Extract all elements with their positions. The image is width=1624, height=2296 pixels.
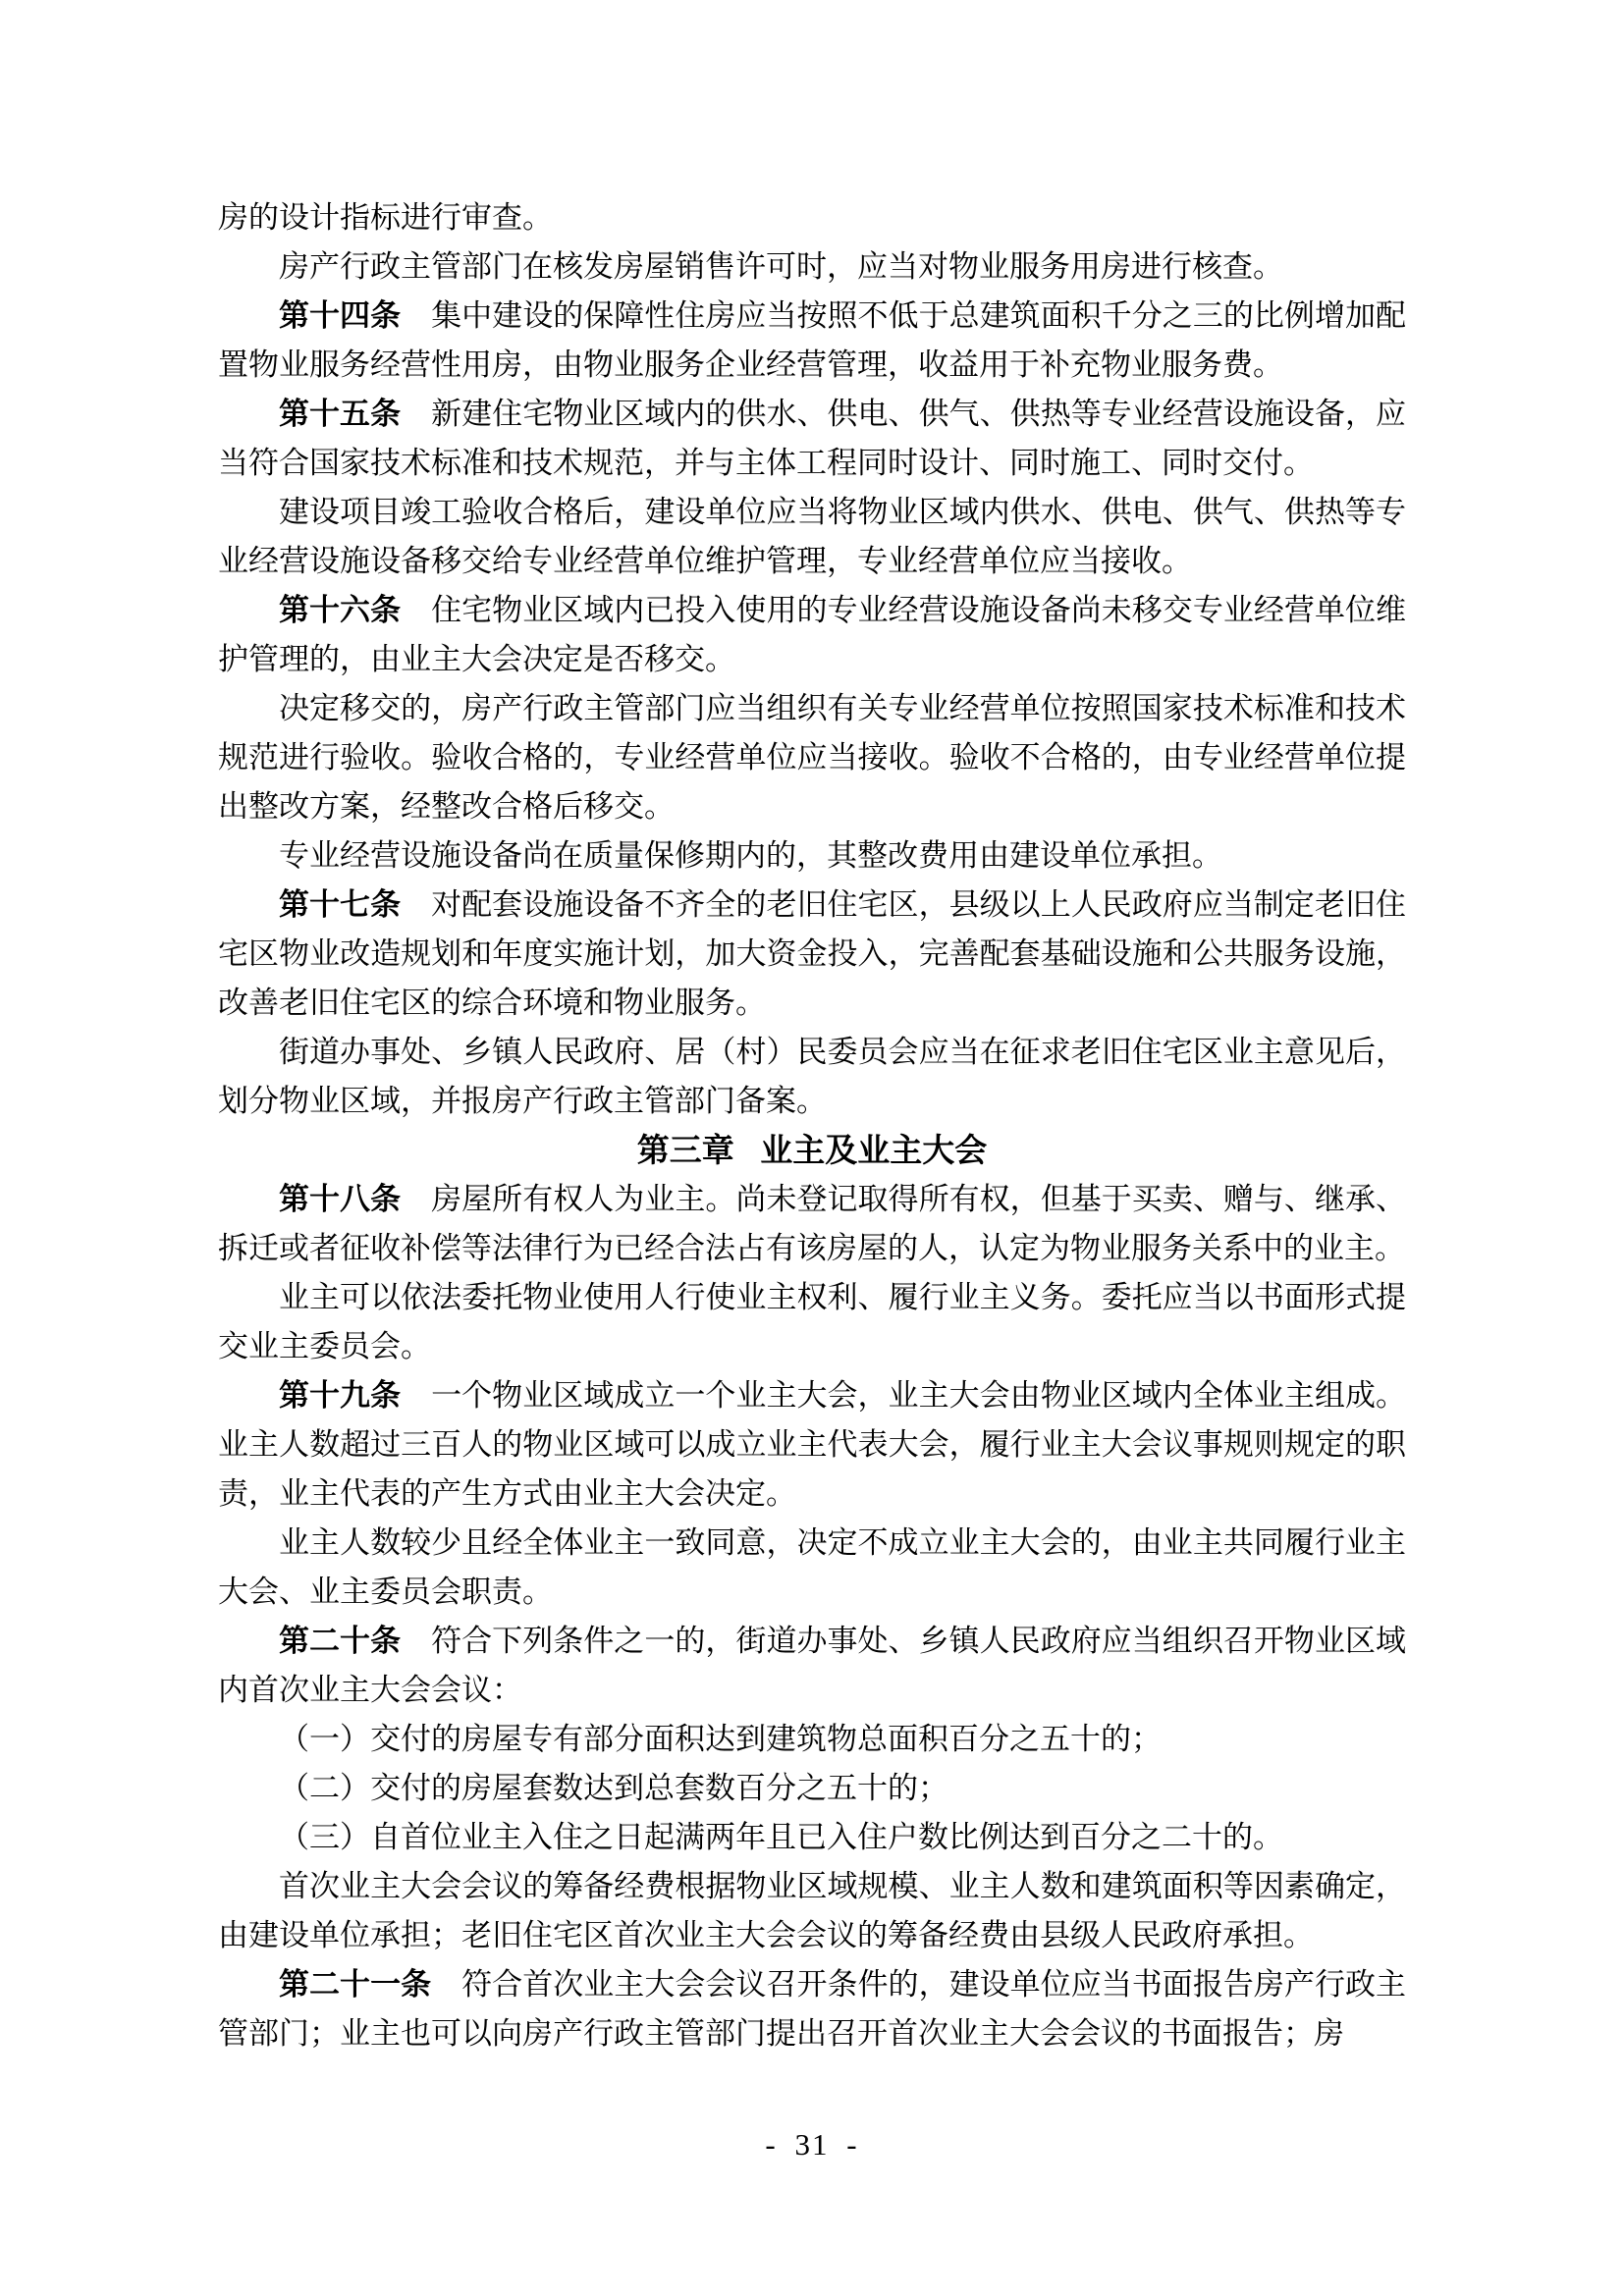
article-paragraph: 第二十条 符合下列条件之一的，街道办事处、乡镇人民政府应当组织召开物业区域内首次业主大会会议： [218, 1624, 1407, 1707]
chapter-number: 第三章 [636, 1132, 734, 1168]
paragraph: （三）自首位业主入住之日起满两年且已入住户数比例达到百分之二十的。 [279, 1820, 1283, 1854]
article-paragraph: 第十五条 新建住宅物业区域内的供水、供电、供气、供热等专业经营设施设备，应当符合国家技术标准和技术规范，并与主体工程同时设计、同时施工、同时交付。 [218, 397, 1407, 480]
paragraph: 街道办事处、乡镇人民政府、居（村）民委员会应当在征求老旧住宅区业主意见后，划分物业区域，并报房产行政主管部门备案。 [218, 1035, 1406, 1118]
article-number: 第二十一条 [279, 1967, 432, 2002]
paragraph: 决定移交的，房产行政主管部门应当组织有关专业经营单位按照国家技术标准和技术规范进行验收。验收合格的，专业经营单位应当接收。验收不合格的，由专业经营单位提出整改方案，经整改合格后移交。 [218, 691, 1406, 824]
paragraph: （二）交付的房屋套数达到总套数百分之五十的； [279, 1771, 948, 1805]
article-number: 第十九条 [279, 1378, 402, 1413]
paragraph: 业主可以依法委托物业使用人行使业主权利、履行业主义务。委托应当以书面形式提交业主委员会。 [218, 1280, 1406, 1363]
paragraph: 专业经营设施设备尚在质量保修期内的，其整改费用由建设单位承担。 [279, 838, 1222, 873]
paragraph: （一）交付的房屋专有部分面积达到建筑物总面积百分之五十的； [279, 1722, 1162, 1756]
chapter-heading [218, 1126, 1406, 1175]
article-number: 第十四条 [279, 298, 402, 333]
article-paragraph: 第十四条 集中建设的保障性住房应当按照不低于总建筑面积千分之三的比例增加配置物业服务经营性用房，由物业服务企业经营管理，收益用于补充物业服务费。 [218, 298, 1407, 382]
article-number: 第二十条 [279, 1624, 402, 1658]
article-number: 第十七条 [279, 887, 402, 922]
article-paragraph: 第十九条 一个物业区域成立一个业主大会，业主大会由物业区域内全体业主组成。业主人数超过三百人的物业区域可以成立业主代表大会，履行业主大会议事规则规定的职责，业主代表的产生方式由业主大会决定。 [218, 1378, 1407, 1511]
article-paragraph: 第十七条 对配套设施设备不齐全的老旧住宅区，县级以上人民政府应当制定老旧住宅区物业改造规划和年度实施计划，加大资金投入，完善配套基础设施和公共服务设施，改善老旧住宅区的综合环境和物业服务。 [218, 887, 1407, 1020]
article-paragraph: 第二十一条 符合首次业主大会会议召开条件的，建设单位应当书面报告房产行政主管部门；业主也可以向房产行政主管部门提出召开首次业主大会会议的书面报告；房 [218, 1967, 1407, 2051]
article-number: 第十八条 [279, 1182, 402, 1216]
article-number: 第十五条 [279, 397, 402, 431]
paragraph: 业主人数较少且经全体业主一致同意，决定不成立业主大会的，由业主共同履行业主大会、业主委员会职责。 [218, 1525, 1406, 1609]
paragraph: 房产行政主管部门在核发房屋销售许可时，应当对物业服务用房进行核查。 [279, 249, 1283, 284]
document-body [218, 193, 1406, 2058]
chapter-title: 业主及业主大会 [760, 1132, 988, 1168]
article-number: 第十六条 [279, 593, 402, 627]
paragraph: 建设项目竣工验收合格后，建设单位应当将物业区域内供水、供电、供气、供热等专业经营设施设备移交给专业经营单位维护管理，专业经营单位应当接收。 [218, 495, 1406, 578]
article-paragraph: 第十六条 住宅物业区域内已投入使用的专业经营设施设备尚未移交专业经营单位维护管理的，由业主大会决定是否移交。 [218, 593, 1407, 676]
page-number: - 31 - [765, 2127, 859, 2162]
paragraph: 首次业主大会会议的筹备经费根据物业区域规模、业主人数和建筑面积等因素确定，由建设单位承担；老旧住宅区首次业主大会会议的筹备经费由县级人民政府承担。 [218, 1869, 1406, 1952]
article-paragraph: 第十八条 房屋所有权人为业主。尚未登记取得所有权，但基于买卖、赠与、继承、拆迁或者征收补偿等法律行为已经合法占有该房屋的人，认定为物业服务关系中的业主。 [218, 1182, 1407, 1265]
paragraph: 房的设计指标进行审查。 [218, 200, 553, 235]
